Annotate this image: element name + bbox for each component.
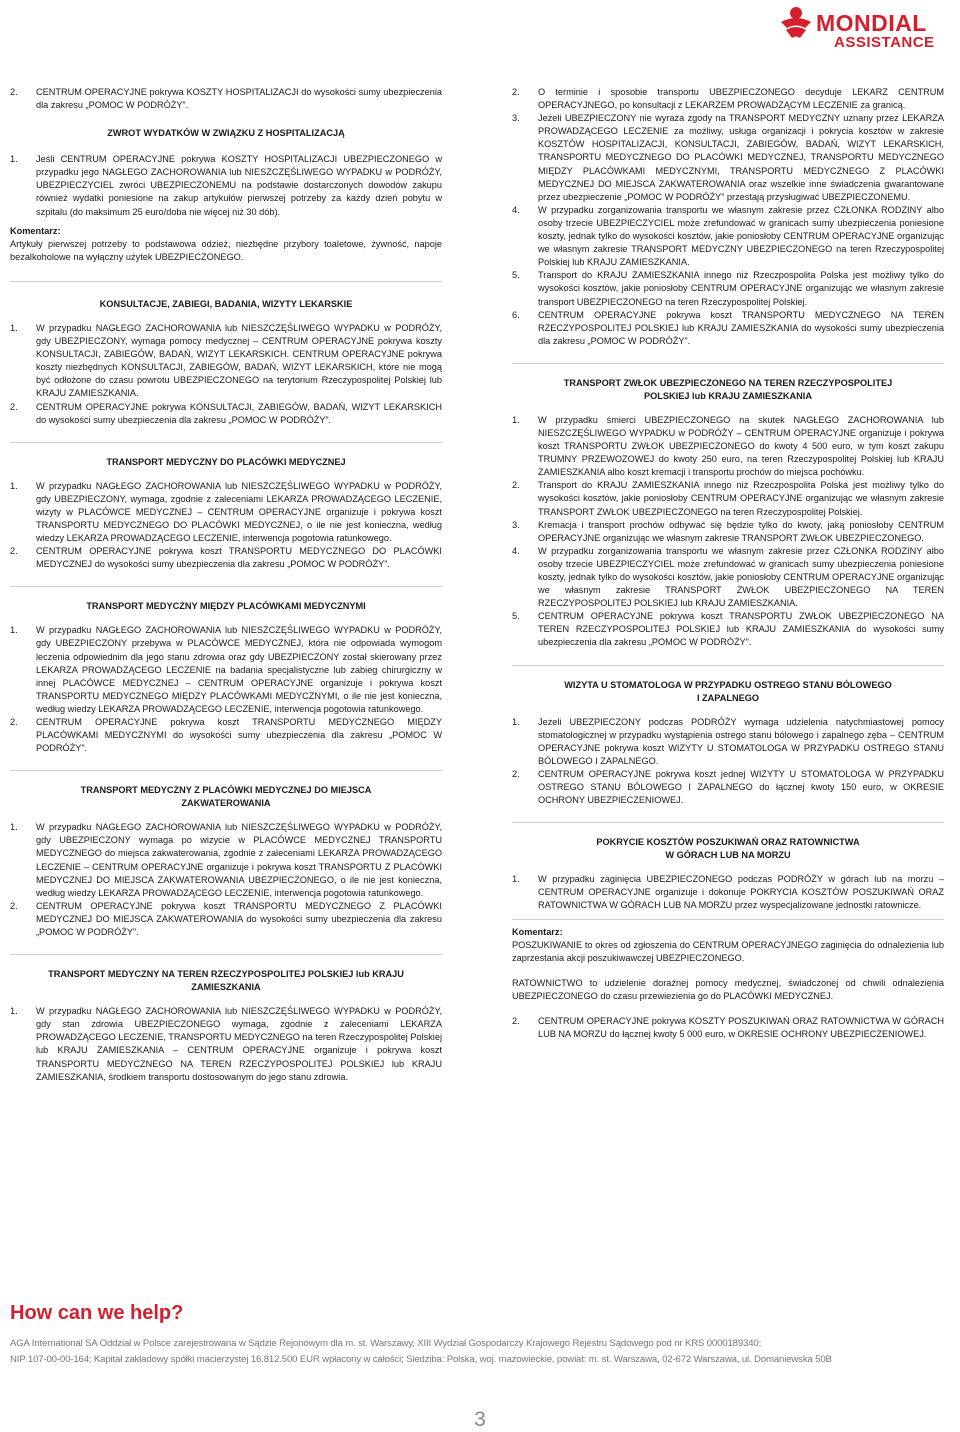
- item-text: W przypadku NAGŁEGO ZACHOROWANIA lub NIESZCZĘŚLIWEGO WYPADKU w PODRÓŻY, gdy UBEZPIECZONY, wymaga pomocy medycznej – CENTRUM OPERACYJNE pokrywa koszty KONSULTACJI, ZABIEGÓW, BADAŃ, WIZYT LEKARSKICH. CENTRUM OPERACYJNE pokrywa koszty niezbędnych KONSULTACJI, ZABIEGÓW, BADAŃ, WIZYT LEKARSKICH, które nie mogą być odłożone do czasu powrotu UBEZPIECZONEGO na terytorium Rzeczypospolitej Polskiej lub KRAJU ZAMIESZKANIA.: [36, 322, 442, 399]
- item-number: 4.: [512, 545, 520, 556]
- list-item: [10, 1005, 442, 1084]
- section-heading: TRANSPORT ZWŁOK UBEZPIECZONEGO NA TEREN RZECZYPOSPOLITEJ: [563, 377, 893, 388]
- item-text: Kremacja i transport prochów odbywać się będzie tylko do kwoty, jaką poniosłoby CENTRUM OPERACYJNE organizując we własnym zakresie TRANSPORT ZWŁOK UBEZPIECZONEGO.: [538, 519, 944, 543]
- item-text: Transport do KRAJU ZAMIESZKANIA innego niż Rzeczpospolita Polska jest możliwy tylko do wysokości kosztów, jakie poniosłoby CENTRUM OPERACYJNE organizując we własnym zakresie transport UBEZPIECZONEGO na teren Rzeczypospolitej Polskiej.: [538, 270, 944, 307]
- item-number: 6.: [512, 309, 520, 320]
- item-text: W przypadku NAGŁEGO ZACHOROWANIA lub NIESZCZĘŚLIWEGO WYPADKU w PODRÓŻY, gdy UBEZPIECZONY przebywa w PLACÓWCE MEDYCZNEJ, która nie odpowiada wymogom leczenia odpowiednim dla jego stanu zdrowia oraz gdy UBEZPIECZONY został skierowany przez LEKARZA PROWADZĄCEGO LECZENIE na badania specjalistyczne lub zabieg chirurgiczny w innej PLACÓWCE MEDYCZNEJ – CENTRUM OPERACYJNE organizuje i pokrywa koszt TRANSPORTU MEDYCZNEGO MIĘDZY PLACÓWKAMI MEDYCZNYMI, o ile nie jest konieczna, według wiedzy LEKARZA PROWADZĄCEGO LECZENIE, interwencja pogotowia ratunkowego.: [36, 625, 442, 714]
- item-number: 2.: [10, 87, 18, 97]
- legal-line: AGA International SA Oddział w Polsce zarejestrowana w Sądzie Rejonowym dla m. st. Warszawy, XIII Wydział Gospodarczy Krajowego Rejestru Sądowego pod nr KRS 0000189340;: [10, 1338, 762, 1349]
- item-number: 2.: [10, 900, 18, 911]
- list-item: [10, 624, 442, 716]
- section-heading: TRANSPORT MEDYCZNY Z PLACÓWKI MEDYCZNEJ DO MIEJSCA ZAKWATEROWANIA: [80, 785, 372, 809]
- page-number: 3: [474, 1408, 486, 1431]
- left-column: [10, 86, 442, 1084]
- list-item: [10, 900, 442, 939]
- item-text: W przypadku zorganizowania transportu we własnym zakresie przez CZŁONKA RODZINY albo osoby trzecie UBEZPIECZYCIEL może zrefundować w granicach sumy ubezpieczenia poniesione koszty, jednak tylko do wysokości kosztów, jakie poniosłoby CENTRUM OPERACYJNE organizując we własnym zakresie TRANSPORT ZWŁOK UBEZPIECZONEGO NA TEREN RZECZYPOSPOLITEJ POLSKIEJ lub KRAJU ZAMIESZKANIA.: [538, 545, 944, 609]
- section-heading: TRANSPORT MEDYCZNY MIĘDZY PLACÓWKAMI MEDYCZNYMI: [86, 601, 366, 612]
- item-number: 4.: [512, 204, 520, 215]
- list-item: [10, 86, 442, 112]
- item-number: 2.: [10, 546, 18, 557]
- item-text: W przypadku zorganizowania transportu we własnym zakresie przez CZŁONKA RODZINY albo osoby trzecie UBEZPIECZYCIEL może zrefundować w granicach sumy ubezpieczenia poniesione koszty, jednak tylko do wysokości kosztów, jakie poniosłoby CENTRUM OPERACYJNE organizując we własnym zakresie TRANSPORT MEDYCZNY UBEZPIECZONEGO na teren Rzeczypospolitej Polskiej lub KRAJU ZAMIESZKANIA.: [538, 204, 944, 268]
- section-heading: I ZAPALNEGO: [696, 692, 760, 703]
- item-number: 3.: [512, 113, 520, 124]
- brand-name: MONDIAL: [816, 10, 927, 36]
- item-number: 5.: [512, 611, 520, 622]
- item-number: 2.: [512, 480, 520, 491]
- item-number: 2.: [10, 717, 18, 727]
- item-text: W przypadku zaginięcia UBEZPIECZONEGO podczas PODRÓŻY w górach lub na morzu – CENTRUM OPERACYJNE organizuje i dokonuje POKRYCIA KOSZTÓW POSZUKIWAŃ ORAZ RATOWNICTWA W GÓRACH LUB NA MORZU przez wyspecjalizowane jednostki ratownicze.: [538, 874, 944, 911]
- item-text: O terminie i sposobie transportu UBEZPIECZONEGO decyduje LEKARZ CENTRUM OPERACYJNEGO, po konsultacji z LEKARZEM PROWADZĄCYM LECZENIE za granicą.: [538, 87, 944, 111]
- item-number: 1.: [10, 625, 18, 636]
- item-number: 1.: [512, 874, 520, 885]
- list-item: [512, 519, 944, 545]
- list-item: [10, 322, 442, 401]
- item-number: 5.: [512, 270, 520, 281]
- item-text: CENTRUM OPERACYJNE pokrywa koszt TRANSPORTU MEDYCZNEGO DO PLACÓWKI MEDYCZNEJ do wysokości sumy ubezpieczenia dla zakresu „POMOC W PODRÓŻY”.: [36, 546, 442, 570]
- item-text: W przypadku śmierci UBEZPIECZONEGO na skutek NAGŁEGO ZACHOROWANIA lub NIESZCZĘŚLIWEGO WYPADKU w PODRÓŻY – CENTRUM OPERACYJNE organizuje i pokrywa koszt TRANSPORTU ZWŁOK UBEZPIECZONEGO do kwoty 4 500 euro, w tym koszt zakupu TRUMNY PRZEWOZOWEJ do kwoty 250 euro, na teren Rzeczypospolitej Polskiej lub KRAJU ZAMIESZKANIA albo koszt kremacji i transportu prochów do miejsca pochówku.: [538, 414, 944, 478]
- item-text: CENTRUM OPERACYJNE pokrywa KOSZTY HOSPITALIZACJI do wysokości sumy ubezpieczenia dla zakresu „POMOC W PODRÓŻY”.: [36, 87, 442, 111]
- comment-text: RATOWNICTWO to udzielenie doraźnej pomocy medycznej, świadczonej od chwili odnalezienia UBEZPIECZONEGO do czasu przewiezienia go do PLACÓWKI MEDYCZNEJ.: [512, 977, 944, 1001]
- item-text: Jeżeli UBEZPIECZONY podczas PODRÓŻY wymaga udzielenia natychmiastowej pomocy stomatologicznej w przypadku wystąpienia ostrego stanu bólowego i zapalnego zęba – CENTRUM OPERACYJNE pokrywa koszt WIZYTY U STOMATOLOGA W PRZYPADKU OSTREGO STANU BÓLOWEGO I ZAPALNEGO.: [538, 716, 944, 766]
- item-text: W przypadku NAGŁEGO ZACHOROWANIA lub NIESZCZĘŚLIWEGO WYPADKU w PODRÓŻY, gdy UBEZPIECZONY wymaga po wizycie w PLACÓWCE MEDYCZNEJ TRANSPORTU MEDYCZNEGO do miejsca zakwaterowania, zgodnie z zaleceniami LEKARZA PROWADZĄCEGO LECZENIE – CENTRUM OPERACYJNE organizuje i pokrywa koszt TRANSPORTU Z PLACÓWKI MEDYCZNEJ DO MIEJSCA ZAKWATEROWANIA UBEZPIECZONEGO, o ile nie jest konieczna, według wiedzy LEKARZA PROWADZĄCEGO LECZENIE, interwencja pogotowia ratunkowego.: [36, 822, 442, 898]
- item-number: 1.: [512, 414, 520, 425]
- section-heading: TRANSPORT MEDYCZNY DO PLACÓWKI MEDYCZNEJ: [106, 456, 346, 467]
- item-text: CENTRUM OPERACYJNE pokrywa koszt jednej WIZYTY U STOMATOLOGA W PRZYPADKU OSTREGO STANU BÓLOWEGO I ZAPALNEGO do łącznej kwoty 150 euro, w OKRESIE OCHRONY UBEZPIECZENIOWEJ.: [538, 768, 944, 806]
- item-number: 1.: [512, 716, 520, 727]
- item-number: 2.: [512, 1015, 520, 1026]
- item-text: W przypadku NAGŁEGO ZACHOROWANIA lub NIESZCZĘŚLIWEGO WYPADKU w PODRÓŻY, gdy stan zdrowia UBEZPIECZONEGO wymaga, zgodnie z zaleceniami LEKARZA PROWADZĄCEGO LECZENIE, TRANSPORTU MEDYCZNEGO na teren Rzeczypospolitej Polskiej lub KRAJU ZAMIESZKANIA – CENTRUM OPERACYJNE organizuje i pokrywa koszt TRANSPORTU MEDYCZNEGO NA TEREN RZECZYPOSPOLITEJ POLSKIEJ lub KRAJU ZAMIESZKANIA, środkiem transportu dostosowanym do jego stanu zdrowia.: [36, 1006, 442, 1082]
- list-item: [512, 479, 944, 518]
- item-text: Transport do KRAJU ZAMIESZKANIA innego niż Rzeczpospolita Polska jest możliwy tylko do wysokości kosztów, jakie poniosłoby CENTRUM OPERACYJNE organizując we własnym zakresie TRANSPORT ZWŁOK UBEZPIECZONEGO na teren Rzeczypospolitej Polskiej.: [538, 480, 944, 517]
- list-item: [512, 1015, 944, 1041]
- item-text: CENTRUM OPERACYJNE pokrywa KONSULTACJI, ZABIEGÓW, BADAŃ, WIZYT LEKARSKICH do wysokości sumy ubezpieczenia dla zakresu „POMOC W PODRÓŻY”.: [36, 401, 442, 425]
- item-text: CENTRUM OPERACYJNE pokrywa KOSZTY POSZUKIWAŃ ORAZ RATOWNICTWA W GÓRACH LUB NA MORZU do łącznej kwoty 5 000 euro, w OKRESIE OCHRONY UBEZPIECZENIOWEJ.: [538, 1015, 944, 1040]
- item-text: CENTRUM OPERACYJNE pokrywa koszt TRANSPORTU MEDYCZNEGO MIĘDZY PLACÓWKAMI MEDYCZNYMI do wysokości sumy ubezpieczenia dla zakresu „POMOC W PODRÓŻY”.: [36, 717, 442, 754]
- section-heading: KONSULTACJE, ZABIEGI, BADANIA, WIZYTY LEKARSKIE: [99, 298, 353, 309]
- item-number: 2.: [512, 87, 520, 97]
- item-number: 3.: [512, 519, 520, 530]
- list-item: [10, 153, 442, 218]
- right-column: [512, 86, 944, 1041]
- section-heading: POLSKIEJ lub KRAJU ZAMIESZKANIA: [644, 390, 812, 401]
- list-item: [512, 204, 944, 269]
- section-heading: ZWROT WYDATKÓW W ZWIĄZKU Z HOSPITALIZACJĄ: [107, 128, 345, 139]
- list-item: [512, 768, 944, 807]
- list-item: [10, 480, 442, 545]
- footer-help-heading: How can we help?: [10, 1302, 184, 1324]
- comment-text: POSZUKIWANIE to okres od zgłoszenia do CENTRUM OPERACYJNEGO zaginięcia do odnalezienia lub zaprzestania akcji poszukiwawczej UBEZPIECZONEGO.: [512, 939, 944, 963]
- list-item: [512, 545, 944, 610]
- list-item: [512, 716, 944, 768]
- item-text: CENTRUM OPERACYJNE pokrywa koszt TRANSPORTU MEDYCZNEGO NA TEREN RZECZYPOSPOLITEJ POLSKIEJ lub KRAJU ZAMIESZKANIA do wysokości sumy ubezpieczenia dla zakresu „POMOC W PODRÓŻY”.: [538, 309, 944, 346]
- comment-text: Artykuły pierwszej potrzeby to podstawowa odzież, niezbędne przybory toaletowe, żywność, napoje bezalkoholowe na wyłączny użytek UBEZPIECZONEGO.: [10, 238, 442, 262]
- item-text: CENTRUM OPERACYJNE pokrywa koszt TRANSPORTU MEDYCZNEGO Z PLACÓWKI MEDYCZNEJ DO MIEJSCA ZAKWATEROWANIA do wysokości sumy ubezpieczenia dla zakresu „POMOC W PODRÓŻY”.: [36, 900, 442, 938]
- list-item: [512, 873, 944, 912]
- list-item: [512, 414, 944, 479]
- item-text: W przypadku NAGŁEGO ZACHOROWANIA lub NIESZCZĘŚLIWEGO WYPADKU w PODRÓŻY, gdy UBEZPIECZONY, wymaga, zgodnie z zaleceniami LEKARZA PROWADZĄCEGO LECZENIE, wizyty w PLACÓWCE MEDYCZNEJ – CENTRUM OPERACYJNE organizuje i pokrywa koszt TRANSPORTU MEDYCZNEGO DO PLACÓWKI MEDYCZNEJ, o ile nie jest konieczna, według wiedzy LEKARZA PROWADZĄCEGO LECZENIE, interwencja pogotowia ratunkowego.: [36, 480, 442, 544]
- item-number: 2.: [512, 768, 520, 779]
- item-number: 1.: [10, 480, 18, 491]
- item-number: 1.: [10, 822, 18, 833]
- list-item: [512, 269, 944, 308]
- brand-subtitle: ASSISTANCE: [834, 34, 935, 51]
- section-heading: WIZYTA U STOMATOLOGA W PRZYPADKU OSTREGO STANU BÓLOWEGO: [564, 679, 892, 690]
- item-number: 1.: [10, 1006, 18, 1017]
- list-item: [10, 716, 442, 755]
- item-number: 2.: [10, 401, 18, 412]
- section-heading: W GÓRACH LUB NA MORZU: [665, 850, 791, 861]
- list-item: [10, 545, 442, 571]
- list-item: [512, 309, 944, 348]
- list-item: [512, 610, 944, 649]
- item-text: Jeżeli UBEZPIECZONY nie wyraża zgody na TRANSPORT MEDYCZNY uznany przez LEKARZA PROWADZĄCEGO LECZENIE za możliwy, usługa organizacji i pokrycia kosztów w zakresie KOSZTÓW HOSPITALIZACJI, KONSULTACJI, ZABIEGÓW, BADAŃ, WIZYT LEKARSKICH, TRANSPORTU MEDYCZNEGO DO PLACÓWKI MEDYCZNEJ, TRANSPORTU MEDYCZNEGO MIĘDZY PLACÓWKAMI MEDYCZNYMI, TRANSPORTU MEDYCZNEGO Z PLACÓWKI MEDYCZNEJ DO MIEJSCA ZAKWATEROWANIA oraz wszelkie inne świadczenia gwarantowane przez ubezpieczenie „POMOC W PODRÓŻY” przestają przysługiwać UBEZPIECZONEMU.: [538, 113, 944, 202]
- list-item: [512, 86, 944, 112]
- mondial-logo-icon: [778, 4, 814, 44]
- comment-label: Komentarz:: [512, 926, 563, 937]
- item-number: 1.: [10, 154, 18, 165]
- mondial-assistance-logo: [778, 4, 958, 56]
- item-text: Jeśli CENTRUM OPERACYJNE pokrywa KOSZTY HOSPITALIZACJI UBEZPIECZONEGO w przypadku jego NAGŁEGO ZACHOROWANIA lub NIESZCZĘŚLIWEGO WYPADKU w PODRÓŻY, UBEZPIECZYCIEL zwróci UBEZPIECZONEMU na podstawie dostarczonych dowodów zakupu również wydatki poniesione na zakup artykułów pierwszej potrzeby za każdy dzień pobytu w szpitalu (do maksimum 25 euro/doba nie więcej niż 30 dób).: [36, 154, 442, 217]
- list-item: [512, 112, 944, 204]
- item-number: 1.: [10, 322, 18, 333]
- comment-label: Komentarz:: [10, 225, 61, 236]
- list-item: [10, 821, 442, 900]
- item-text: CENTRUM OPERACYJNE pokrywa koszt TRANSPORTU ZWŁOK UBEZPIECZONEGO NA TEREN RZECZYPOSPOLITEJ POLSKIEJ lub KRAJU ZAMIESZKANIA do wysokości sumy ubezpieczenia dla zakresu „POMOC W PODRÓŻY”.: [538, 611, 944, 648]
- list-item: [10, 401, 442, 427]
- footer-legal-text: [10, 1336, 950, 1368]
- legal-line: NIP 107-00-00-164; Kapitał zakładowy spółki macierzystej 16.812.500 EUR wpłacony w całości; Siedziba: Polska, woj. mazowieckie, powiat: m. st. Warszawa, 02-672 Warszawa, ul. Domaniewska 50B: [10, 1354, 832, 1365]
- section-heading: POKRYCIE KOSZTÓW POSZUKIWAŃ ORAZ RATOWNICTWA: [596, 837, 860, 848]
- section-heading: TRANSPORT MEDYCZNY NA TEREN RZECZYPOSPOLITEJ POLSKIEJ lub KRAJU ZAMIESZKANIA: [48, 969, 404, 993]
